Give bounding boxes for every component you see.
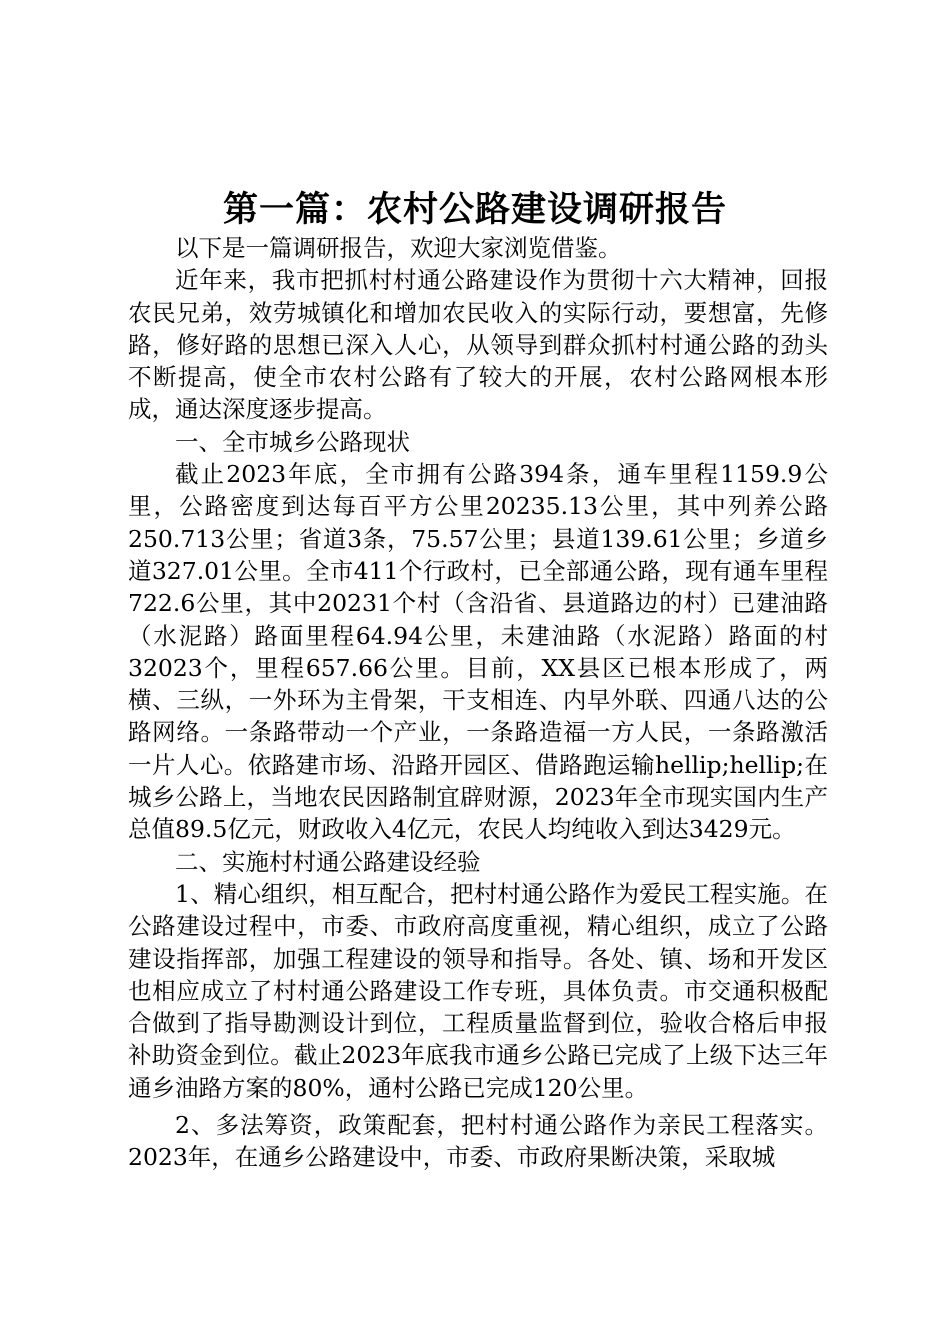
paragraph-intro: 以下是一篇调研报告，欢迎大家浏览借鉴。 [175, 234, 622, 262]
paragraph-experience-1: 1、精心组织，相互配合，把村村通公路作为爱民工程实施。在公路建设过程中，市委、市政府高度重视，精心组织，成立了公路建设指挥部，加强工程建设的领导和指导。各处、镇、场和开发区也相应成立了村村通公路建设工作专班，具体负责。市交通积极配合做到了指导勘测设计到位，工程质量监督到位，验收合格后申报补助资金到位。截止2023年底我市通乡公路已完成了上级下达三年通乡油路方案的80%，通村公路已完成120公里。 [128, 879, 828, 1102]
document-body [128, 232, 828, 1174]
paragraph-experience-2: 2、多法筹资，政策配套，把村村通公路作为亲民工程落实。2023年，在通乡公路建设中，市委、市政府果断决策，采取城 [128, 1111, 828, 1172]
paragraph-overview: 近年来，我市把抓村村通公路建设作为贯彻十六大精神，回报农民兄弟，效劳城镇化和增加农民收入的实际行动，要想富，先修路，修好路的思想已深入人心，从领导到群众抓村村通公路的劲头不断提高，使全市农村公路有了较大的开展，农村公路网根本形成，通达深度逐步提高。 [128, 266, 828, 424]
section-heading-1: 一、全市城乡公路现状 [175, 427, 410, 456]
document-title: 第一篇：农村公路建设调研报告 [222, 189, 727, 230]
paragraph-status: 截止2023年底，全市拥有公路394条，通车里程1159.9公里，公路密度到达每百平方公里20235.13公里，其中列养公路250.713公里；省道3条，75.57公里；县道139.61公里；乡道乡道327.01公里。全市411个行政村，已全部通公路，现有通车里程722.6公里，其中20231个村（含沿省、县道路边的村）已建油路（水泥路）路面里程64.94公里，未建油路（水泥路）路面的村32023个，里程657.66公里。目前，XX县区已根本形成了，两横、三纵，一外环为主骨架，干支相连、内早外联、四通八达的公路网络。一条路带动一个产业，一条路造福一方人民，一条路激活一片人心。依路建市场、沿路开园区、借路跑运输hellip;hellip;在城乡公路上，当地农民因路制宜辟财源，2023年全市现实国内生产总值89.5亿元，财政收入4亿元，农民人均纯收入到达3429元。 [128, 460, 828, 844]
section-heading-2: 二、实施村村通公路建设经验 [175, 847, 481, 876]
